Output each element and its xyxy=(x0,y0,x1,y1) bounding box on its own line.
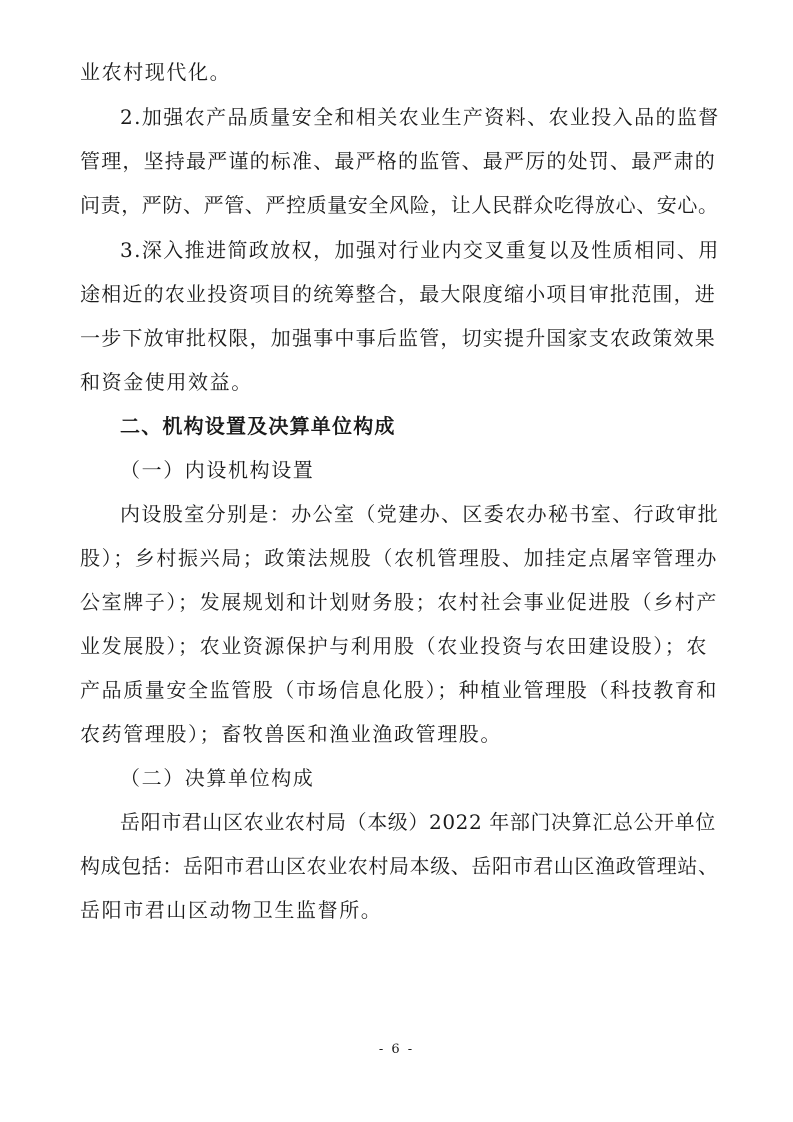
paragraph-line: 业发展股）；农业资源保护与利用股（农业投资与农田建设股）；农 xyxy=(80,634,708,658)
paragraph-line: 一步下放审批权限，加强事中事后监管，切实提升国家支农政策效果 xyxy=(80,326,716,350)
list-item-3: 3.深入推进简政放权，加强对行业内交叉重复以及性质相同、用 xyxy=(120,238,720,262)
paragraph-line: 途相近的农业投资项目的统筹整合，最大限度缩小项目审批范围，进 xyxy=(80,282,716,306)
paragraph-line: 管理，坚持最严谨的标准、最严格的监管、最严厉的处罚、最严肃的 xyxy=(80,149,716,173)
paragraph-line: 岳阳市君山区动物卫生监督所。 xyxy=(80,898,383,922)
paragraph-line: 和资金使用效益。 xyxy=(80,370,253,394)
subsection-heading: （二）决算单位构成 xyxy=(120,766,315,790)
paragraph-line: 内设股室分别是：办公室（党建办、区委农办秘书室、行政审批 xyxy=(120,502,720,526)
paragraph-line: 构成包括：岳阳市君山区农业农村局本级、岳阳市君山区渔政管理站、 xyxy=(80,854,719,878)
page-number: - 6 - xyxy=(378,1042,415,1057)
subsection-heading: （一）内设机构设置 xyxy=(120,458,315,482)
paragraph-line: 业农村现代化。 xyxy=(80,60,232,84)
section-heading: 二、机构设置及决算单位构成 xyxy=(120,414,396,438)
list-item-2: 2.加强农产品质量安全和相关农业生产资料、农业投入品的监督 xyxy=(120,105,720,129)
paragraph-line: 产品质量安全监管股（市场信息化股）；种植业管理股（科技教育和 xyxy=(80,678,718,702)
paragraph-line: 农药管理股）；畜牧兽医和渔业渔政管理股。 xyxy=(80,722,502,746)
paragraph-line: 公室牌子）；发展规划和计划财务股；农村社会事业促进股（乡村产 xyxy=(80,590,718,614)
paragraph-line: 岳阳市君山区农业农村局（本级）2022 年部门决算汇总公开单位 xyxy=(120,810,716,834)
paragraph-line: 问责，严防、严管、严控质量安全风险，让人民群众吃得放心、安心。 xyxy=(80,193,719,217)
paragraph-line: 股）；乡村振兴局；政策法规股（农机管理股、加挂定点屠宰管理办 xyxy=(80,546,718,570)
